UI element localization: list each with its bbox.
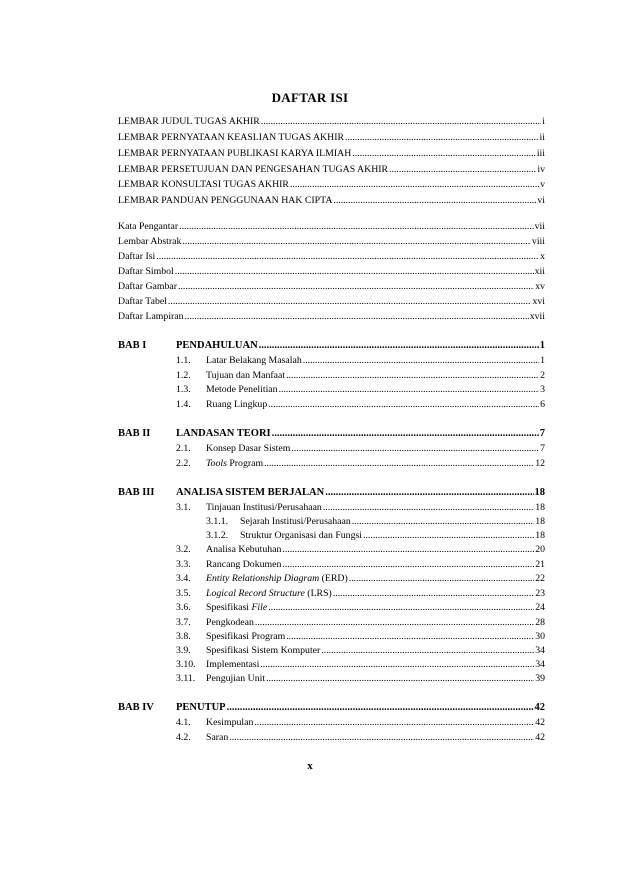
chapter-heading: BAB I PENDAHULUAN ..... 1 — [118, 339, 545, 353]
toc-entry: 3.3. Rancang Dokumen ..... 21 — [176, 558, 545, 572]
toc-entry: 3.8. Spesifikasi Program ..... 30 — [176, 630, 545, 644]
toc-entry: 3.1.1. Sejarah Institusi/Perusahaan ..... 18 — [206, 515, 545, 529]
toc-entry: 3.5. Logical Record Structure (LRS) ..... 23 — [176, 587, 545, 601]
toc-entry: 3.6. Spesifikasi File ..... 24 — [176, 601, 545, 615]
toc-entry: 3.1. Tinjauan Institusi/Perusahaan ..... 18 — [176, 501, 545, 515]
chapter-heading: BAB III ANALISA SISTEM BERJALAN ..... 18 — [118, 486, 545, 500]
page-number: x — [307, 760, 313, 772]
toc-entry: Daftar Simbol ..... xii — [118, 265, 545, 279]
toc-entry: 4.1. Kesimpulan ..... 42 — [176, 716, 545, 730]
toc-entry: 1.4. Ruang Lingkup ..... 6 — [176, 398, 545, 412]
toc-entry: Daftar Isi ..... x — [118, 250, 545, 264]
toc-entry: LEMBAR PANDUAN PENGGUNAAN HAK CIPTA ..... vi — [118, 194, 545, 208]
toc-entry: 3.1.2. Struktur Organisasi dan Fungsi ..... 18 — [206, 529, 545, 543]
toc-entry: Daftar Lampiran ..... xvii — [118, 310, 545, 324]
toc-entry: 2.1. Konsep Dasar Sistem ..... 7 — [176, 442, 545, 456]
toc-entry: LEMBAR JUDUL TUGAS AKHIR ..... i — [118, 115, 545, 129]
toc-entry: Daftar Gambar ..... xv — [118, 280, 545, 294]
toc-entry: Kata Pengantar ..... vii — [118, 220, 545, 234]
toc-entry: LEMBAR PERSETUJUAN DAN PENGESAHAN TUGAS AKHIR ..... iv — [118, 163, 545, 177]
toc-entry: 3.10. Implementasi ..... 34 — [176, 658, 545, 672]
page-title: DAFTAR ISI — [271, 90, 349, 105]
toc-entry: 1.2. Tujuan dan Manfaat ..... 2 — [176, 369, 545, 383]
toc-entry: 2.2. Tools Program ..... 12 — [176, 457, 545, 471]
toc-entry: LEMBAR PERNYATAAN PUBLIKASI KARYA ILMIAH ..... iii — [118, 147, 545, 161]
toc-entry: 3.7. Pengkodean ..... 28 — [176, 616, 545, 630]
toc-entry: 3.9. Spesifikasi Sistem Komputer ..... 34 — [176, 644, 545, 658]
toc-entry: Lembar Abstrak ..... viii — [118, 235, 545, 249]
toc-entry: 3.2. Analisa Kebutuhan ..... 20 — [176, 543, 545, 557]
toc-entry: Daftar Tabel ..... xvi — [118, 295, 545, 309]
chapter-heading: BAB II LANDASAN TEORI ..... 7 — [118, 427, 545, 441]
toc-entry: 3.4. Entity Relationship Diagram (ERD) ..... 22 — [176, 572, 545, 586]
toc-entry: 4.2. Saran ..... 42 — [176, 731, 545, 745]
toc-entry: 3.11. Pengujian Unit ..... 39 — [176, 672, 545, 686]
toc-entry: 1.1. Latar Belakang Masalah ..... 1 — [176, 354, 545, 368]
toc-entry: LEMBAR PERNYATAAN KEASLIAN TUGAS AKHIR ..... ii — [118, 131, 545, 145]
chapter-heading: BAB IV PENUTUP ..... 42 — [118, 701, 545, 715]
toc-entry: 1.3. Metode Penelitian ..... 3 — [176, 383, 545, 397]
toc-entry: LEMBAR KONSULTASI TUGAS AKHIR ..... v — [118, 178, 545, 192]
